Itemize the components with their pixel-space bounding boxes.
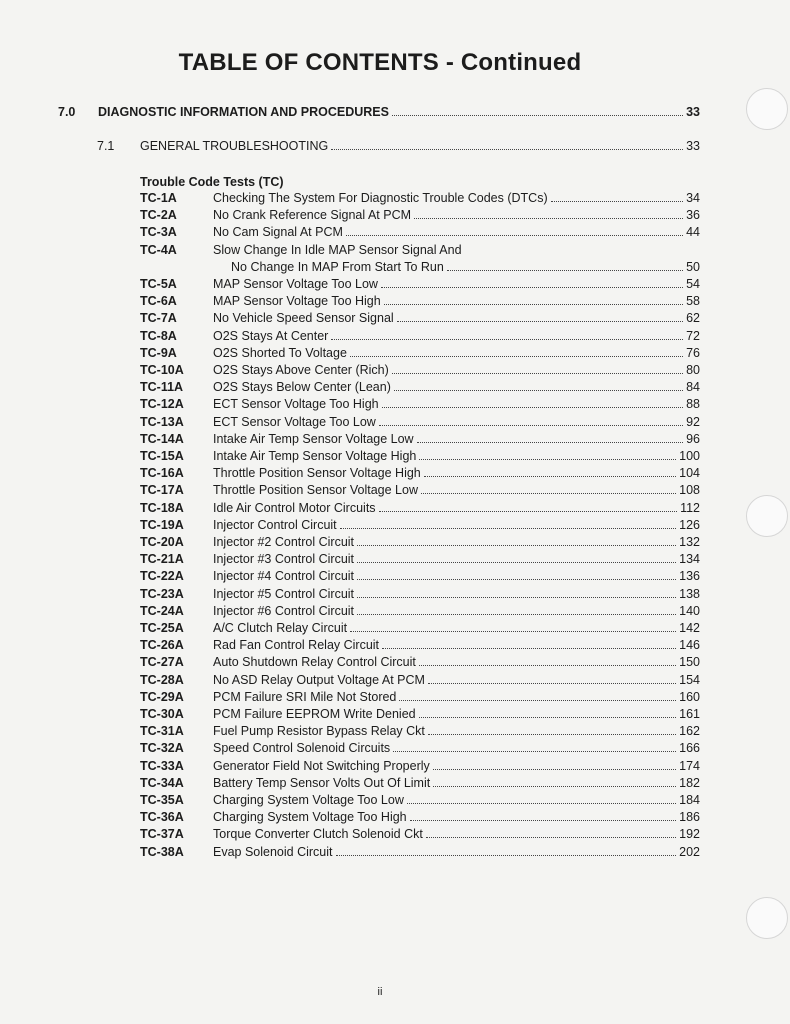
entry-line <box>213 397 700 411</box>
entry-title: Slow Change In Idle MAP Sensor Signal And <box>213 242 462 257</box>
entry-code: TC-18A <box>140 500 184 515</box>
entry-page: 154 <box>679 672 700 687</box>
entry-title: Rad Fan Control Relay Circuit <box>213 638 380 653</box>
entry-page: 174 <box>679 758 700 773</box>
entry-title: No Vehicle Speed Sensor Signal <box>213 311 394 326</box>
entry-code: TC-33A <box>140 758 184 773</box>
dot-leader <box>357 562 676 563</box>
entry-line <box>213 655 700 669</box>
entry-title-continued: No Change In MAP From Start To Run <box>231 259 444 274</box>
dot-leader <box>331 149 683 150</box>
dot-leader <box>357 545 676 546</box>
entry-code: TC-31A <box>140 724 184 739</box>
entry-page: 142 <box>679 621 700 635</box>
entry-line <box>213 363 700 377</box>
entry-title: O2S Stays Above Center (Rich) <box>213 363 389 377</box>
entry-title: Fuel Pump Resistor Bypass Relay Ckt <box>213 724 425 739</box>
entry-code: TC-20A <box>140 535 184 549</box>
page-title: TABLE OF CONTENTS - Continued <box>178 49 582 76</box>
entry-page: 166 <box>679 741 700 756</box>
entry-code: TC-6A <box>140 294 177 309</box>
entry-code: TC-24A <box>140 603 184 618</box>
entry-page: 162 <box>679 724 700 739</box>
dot-leader <box>340 528 676 529</box>
subsection-row <box>97 139 700 153</box>
entry-page: 34 <box>686 191 700 205</box>
entry-code: TC-14A <box>140 431 184 446</box>
entry-title: Injector #2 Control Circuit <box>213 535 355 549</box>
dot-leader <box>551 201 683 202</box>
dot-leader <box>407 803 676 804</box>
subsection-number: 7.1 <box>97 139 115 153</box>
entry-line <box>213 449 700 463</box>
entry-page: 62 <box>686 311 700 326</box>
dot-leader <box>414 218 683 219</box>
entry-page: 192 <box>679 827 700 842</box>
entry-title: No ASD Relay Output Voltage At PCM <box>213 672 425 687</box>
entry-title: PCM Failure EEPROM Write Denied <box>213 707 416 721</box>
entry-title: ECT Sensor Voltage Too High <box>213 397 379 412</box>
entry-title: MAP Sensor Voltage Too High <box>213 294 381 309</box>
entry-page: 44 <box>686 225 700 240</box>
entry-code: TC-25A <box>140 621 184 635</box>
entry-page: 88 <box>686 397 700 412</box>
dot-leader <box>410 820 677 821</box>
entry-code: TC-34A <box>140 775 184 790</box>
dot-leader <box>426 837 676 838</box>
entry-code: TC-30A <box>140 707 184 721</box>
entry-line <box>213 690 700 704</box>
entry-title: MAP Sensor Voltage Too Low <box>213 277 378 291</box>
entry-line <box>213 759 700 773</box>
section-page: 33 <box>686 105 700 119</box>
entry-title: Throttle Position Sensor Voltage High <box>213 466 421 481</box>
entry-title: Battery Temp Sensor Volts Out Of Limit <box>213 775 431 790</box>
entry-title: No Crank Reference Signal At PCM <box>213 208 412 223</box>
dot-leader <box>350 356 683 357</box>
entry-code: TC-28A <box>140 672 184 687</box>
entry-line <box>213 707 700 721</box>
entry-code: TC-29A <box>140 689 184 704</box>
dot-leader <box>331 339 683 340</box>
entry-page: 186 <box>679 810 700 825</box>
dot-leader <box>428 734 676 735</box>
dot-leader <box>424 476 676 477</box>
dot-leader <box>381 287 683 288</box>
entry-title: A/C Clutch Relay Circuit <box>213 621 348 635</box>
entry-code: TC-1A <box>140 191 177 205</box>
page-number: ii <box>377 986 383 998</box>
entry-line <box>213 776 700 790</box>
entry-page: 50 <box>686 259 700 274</box>
entry-line <box>213 294 700 308</box>
entry-title: Injector Control Circuit <box>213 517 337 532</box>
entry-line <box>213 329 700 343</box>
entry-code: TC-19A <box>140 517 184 532</box>
entry-title: Charging System Voltage Too Low <box>213 793 404 807</box>
entry-page: 150 <box>679 655 700 670</box>
entry-title: Evap Solenoid Circuit <box>213 844 333 859</box>
dot-leader <box>433 769 676 770</box>
entry-line <box>213 466 700 480</box>
dot-leader <box>419 717 677 718</box>
entry-title: Intake Air Temp Sensor Voltage High <box>213 449 417 463</box>
entry-page: 138 <box>679 586 700 601</box>
entry-page: 80 <box>686 363 700 377</box>
dot-leader <box>379 425 683 426</box>
entry-page: 160 <box>679 689 700 704</box>
entry-page: 96 <box>686 431 700 446</box>
entry-line <box>213 741 700 755</box>
dot-leader <box>447 270 683 271</box>
entry-page: 72 <box>686 328 700 343</box>
group-heading: Trouble Code Tests (TC) <box>140 175 284 189</box>
entry-title: Injector #3 Control Circuit <box>213 552 355 567</box>
entry-page: 146 <box>679 638 700 653</box>
entry-line <box>213 604 700 618</box>
entry-title: Idle Air Control Motor Circuits <box>213 500 376 515</box>
entry-code: TC-22A <box>140 569 184 584</box>
entry-code: TC-26A <box>140 638 184 653</box>
entry-line <box>213 827 700 841</box>
entry-code: TC-37A <box>140 827 184 842</box>
entry-code: TC-15A <box>140 449 184 463</box>
dot-leader <box>392 373 683 374</box>
entry-title: Torque Converter Clutch Solenoid Ckt <box>213 827 423 842</box>
entry-page: 100 <box>679 449 700 463</box>
subsection-title: GENERAL TROUBLESHOOTING <box>140 139 329 153</box>
dot-leader <box>417 442 684 443</box>
entry-line <box>213 552 700 566</box>
entry-page: 58 <box>686 294 700 309</box>
dot-leader <box>336 855 677 856</box>
entry-code: TC-17A <box>140 483 184 498</box>
dot-leader <box>433 786 676 787</box>
entry-title: Checking The System For Diagnostic Trouble Codes (DTCs) <box>213 191 548 205</box>
binder-hole <box>746 88 788 130</box>
entry-code: TC-4A <box>140 242 177 257</box>
entry-line <box>213 535 700 549</box>
entry-title: O2S Shorted To Voltage <box>213 345 347 360</box>
entry-page: 92 <box>686 414 700 429</box>
entry-title: O2S Stays Below Center (Lean) <box>213 380 391 395</box>
entry-code: TC-13A <box>140 414 184 429</box>
entry-title: Injector #4 Control Circuit <box>213 569 355 584</box>
entry-code: TC-32A <box>140 741 184 756</box>
entry-page: 136 <box>679 569 700 584</box>
entry-page: 126 <box>679 517 700 532</box>
entry-line <box>213 501 700 515</box>
entry-code: TC-23A <box>140 586 184 601</box>
dot-leader <box>393 751 676 752</box>
entry-line <box>213 673 700 687</box>
dot-leader <box>392 115 683 116</box>
entry-line <box>213 311 700 325</box>
dot-leader <box>384 304 683 305</box>
dot-leader <box>397 321 683 322</box>
dot-leader <box>419 459 676 460</box>
entry-code: TC-5A <box>140 277 177 291</box>
entry-code: TC-10A <box>140 363 184 377</box>
dot-leader <box>394 390 683 391</box>
section-number: 7.0 <box>58 105 76 119</box>
entry-page: 132 <box>679 535 700 549</box>
entry-title: Speed Control Solenoid Circuits <box>213 741 391 756</box>
entry-line <box>213 380 700 394</box>
entry-code: TC-11A <box>140 380 184 395</box>
entry-line <box>213 346 700 360</box>
entry-line <box>213 415 700 429</box>
entry-code: TC-7A <box>140 311 177 326</box>
entry-title: PCM Failure SRI Mile Not Stored <box>213 689 397 704</box>
dot-leader <box>357 597 676 598</box>
entry-code: TC-12A <box>140 397 184 412</box>
entry-line <box>213 587 700 601</box>
entry-title: No Cam Signal At PCM <box>213 225 343 240</box>
entry-line <box>213 518 700 532</box>
entry-code: TC-35A <box>140 793 184 807</box>
entry-title: Throttle Position Sensor Voltage Low <box>213 483 418 498</box>
binder-hole <box>746 897 788 939</box>
dot-leader <box>357 579 676 580</box>
entry-title: Generator Field Not Switching Properly <box>213 758 430 773</box>
entry-page: 108 <box>679 483 700 498</box>
entry-line <box>213 724 700 738</box>
entry-page: 84 <box>686 380 700 395</box>
dot-leader <box>357 614 676 615</box>
section-title: DIAGNOSTIC INFORMATION AND PROCEDURES <box>98 105 389 119</box>
entry-line <box>213 845 700 859</box>
entry-title: Auto Shutdown Relay Control Circuit <box>213 655 416 670</box>
entry-code: TC-3A <box>140 225 177 240</box>
entry-title: ECT Sensor Voltage Too Low <box>213 414 376 429</box>
entry-page: 54 <box>686 277 700 291</box>
entry-title: O2S Stays At Center <box>213 328 329 343</box>
entry-line <box>213 810 700 824</box>
entry-line <box>213 191 700 205</box>
entry-line <box>213 432 700 446</box>
entry-title: Injector #6 Control Circuit <box>213 603 355 618</box>
entry-code: TC-38A <box>140 844 184 859</box>
subsection-page: 33 <box>686 139 700 153</box>
entry-line <box>231 260 700 274</box>
entry-page: 182 <box>679 775 700 790</box>
entry-code: TC-36A <box>140 810 184 825</box>
entry-page: 112 <box>680 500 700 515</box>
dot-leader <box>399 700 676 701</box>
entry-page: 36 <box>686 208 700 223</box>
entry-line <box>213 277 700 291</box>
entry-code: TC-2A <box>140 208 177 223</box>
entry-code: TC-27A <box>140 655 184 670</box>
entry-code: TC-16A <box>140 466 184 481</box>
entry-title: Charging System Voltage Too High <box>213 810 407 825</box>
dot-leader <box>346 235 683 236</box>
dot-leader <box>350 631 676 632</box>
entry-page: 140 <box>679 603 700 618</box>
binder-hole <box>746 495 788 537</box>
entry-code: TC-8A <box>140 328 177 343</box>
entry-line <box>213 225 700 239</box>
entry-title: Intake Air Temp Sensor Voltage Low <box>213 431 414 446</box>
entry-line <box>213 483 700 497</box>
entry-page: 202 <box>679 844 700 859</box>
dot-leader <box>428 683 676 684</box>
dot-leader <box>419 665 676 666</box>
entry-line <box>213 621 700 635</box>
entry-line <box>213 569 700 583</box>
entry-code: TC-9A <box>140 345 177 360</box>
entry-page: 134 <box>679 552 700 567</box>
dot-leader <box>382 648 676 649</box>
dot-leader <box>382 407 683 408</box>
entry-code: TC-21A <box>140 552 184 567</box>
section-row <box>58 105 700 119</box>
entry-page: 76 <box>686 345 700 360</box>
entry-page: 184 <box>679 793 700 807</box>
entry-page: 161 <box>679 707 700 721</box>
dot-leader <box>421 493 676 494</box>
entry-line <box>213 793 700 807</box>
entry-line <box>213 208 700 222</box>
entry-page: 104 <box>679 466 700 481</box>
entry-title: Injector #5 Control Circuit <box>213 586 355 601</box>
dot-leader <box>379 511 678 512</box>
entry-line <box>213 638 700 652</box>
